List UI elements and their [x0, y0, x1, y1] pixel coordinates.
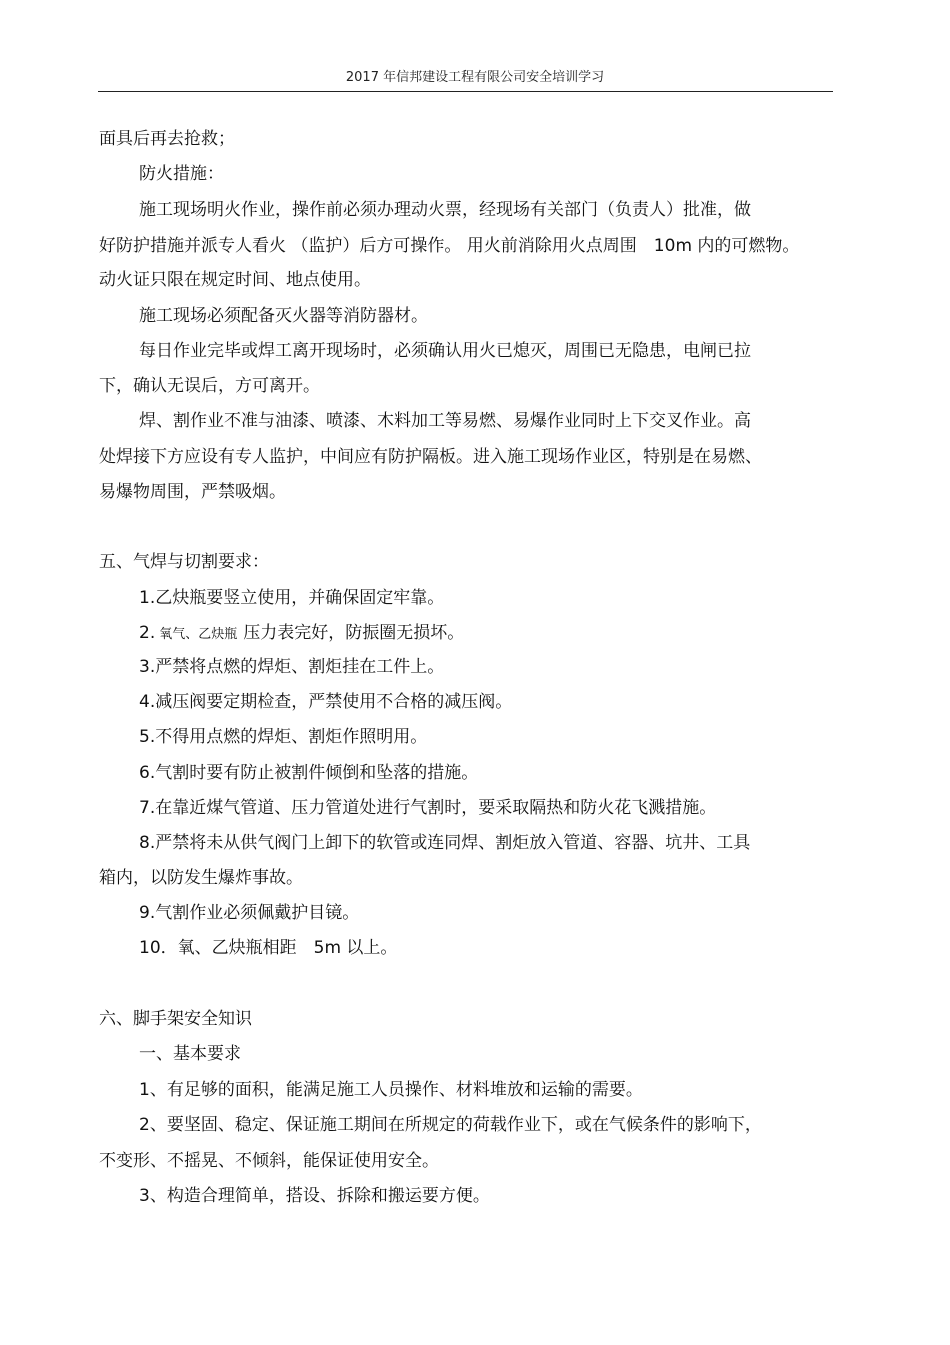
list-item-term: 氧气、乙炔瓶 — [159, 627, 238, 642]
paragraph-line: 每日作业完毕或焊工离开现场时，必须确认用火已熄灭，周围已无隐患，电闸已拉 — [139, 341, 751, 361]
subsection-heading: 一、基本要求 — [139, 1044, 241, 1064]
list-item: 1.乙炔瓶要竖立使用，并确保固定牢靠。 — [139, 588, 445, 608]
paragraph-line: 易爆物周围，严禁吸烟。 — [99, 482, 286, 502]
section-heading-6: 六、脚手架安全知识 — [99, 1009, 252, 1029]
list-item: 4.减压阀要定期检查，严禁使用不合格的减压阀。 — [139, 692, 513, 712]
list-item-text: 压力表完好，防振圈无损坏。 — [243, 623, 465, 643]
paragraph-line: 动火证只限在规定时间、地点使用。 — [99, 270, 371, 290]
list-item-continuation: 箱内，以防发生爆炸事故。 — [99, 868, 303, 888]
paragraph-line: 好防护措施并派专人看火 （监护）后方可操作。 用火前消除用火点周围 10m 内的可燃物。 — [99, 236, 800, 256]
list-item-number: 2. — [139, 623, 156, 643]
header-title: 2017 年信邦建设工程有限公司安全培训学习 — [345, 70, 605, 85]
list-item: 8.严禁将未从供气阀门上卸下的软管或连同焊、割炬放入管道、容器、坑井、工具 — [139, 833, 751, 853]
list-item: 3.严禁将点燃的焊炬、割炬挂在工件上。 — [139, 657, 445, 677]
paragraph-line: 处焊接下方应设有专人监护，中间应有防护隔板。进入施工现场作业区，特别是在易燃、 — [99, 447, 762, 467]
list-item-continuation: 不变形、不摇晃、不倾斜，能保证使用安全。 — [99, 1151, 439, 1171]
header-divider — [98, 91, 833, 92]
list-item: 9.气割作业必须佩戴护目镜。 — [139, 903, 360, 923]
list-item: 6.气割时要有防止被割件倾倒和坠落的措施。 — [139, 763, 479, 783]
list-item: 5.不得用点燃的焊炬、割炬作照明用。 — [139, 727, 428, 747]
list-item: 2、要坚固、稳定、保证施工期间在所规定的荷载作业下，或在气候条件的影响下， — [139, 1115, 762, 1135]
paragraph-line: 施工现场明火作业，操作前必须办理动火票，经现场有关部门（负责人）批准，做 — [139, 200, 751, 220]
section-heading-fire: 防火措施： — [139, 164, 224, 184]
list-item: 3、构造合理简单，搭设、拆除和搬运要方便。 — [139, 1186, 490, 1206]
paragraph-line: 面具后再去抢救； — [99, 129, 235, 149]
list-item: 1、有足够的面积，能满足施工人员操作、材料堆放和运输的需要。 — [139, 1080, 643, 1100]
list-item: 10．氧、乙炔瓶相距 5m 以上。 — [139, 938, 398, 958]
paragraph-line: 焊、割作业不准与油漆、喷漆、木料加工等易燃、易爆作业同时上下交叉作业。高 — [139, 411, 751, 431]
list-item: 7.在靠近煤气管道、压力管道处进行气割时，要采取隔热和防火花飞溅措施。 — [139, 798, 717, 818]
list-item — [139, 622, 464, 646]
paragraph-line: 下，确认无误后，方可离开。 — [99, 376, 320, 396]
section-heading-5: 五、气焊与切割要求： — [99, 552, 269, 572]
paragraph-line: 施工现场必须配备灭火器等消防器材。 — [139, 306, 428, 326]
